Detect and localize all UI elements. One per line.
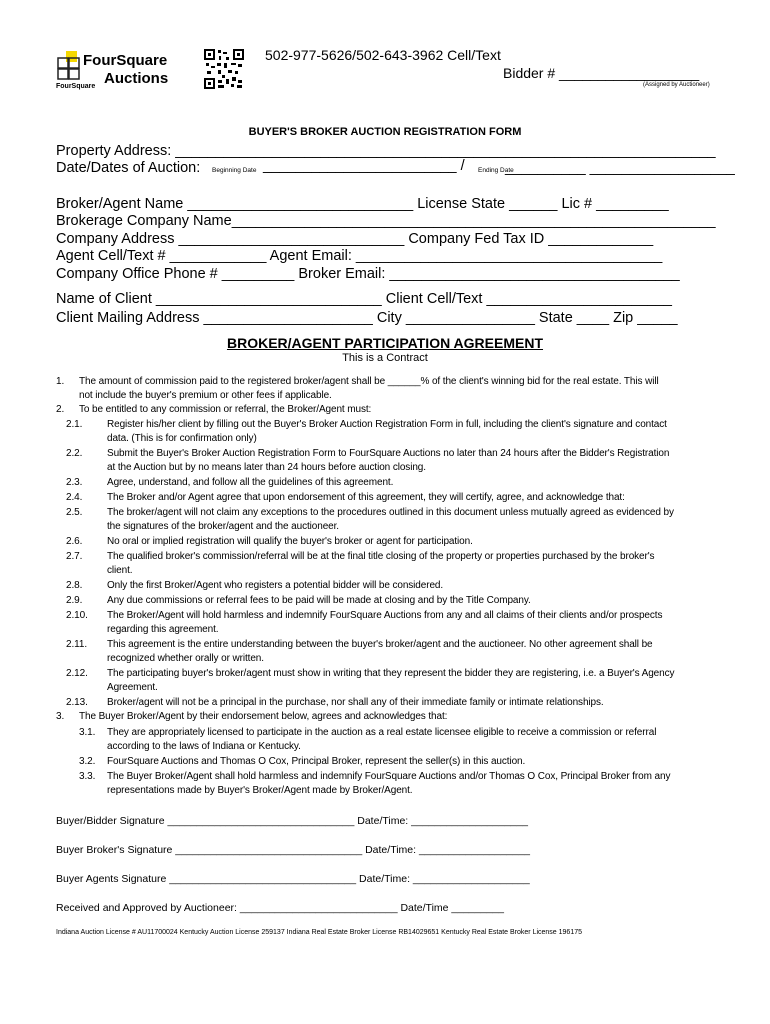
clause-text: The Buyer Broker/Agent by their endorsement below, agrees and acknowledges that: [79,711,448,722]
clause-text: Broker/agent will not be a principal in the purchase, nor shall any of their immediate family or intimate relationships. [107,697,604,708]
clause-text: They are appropriately licensed to participate in the auction as a real estate licensee eligible to receive a commission or referral [107,727,657,738]
clause-text: at the Auction but by no means later than 24 hours before auction closing. [107,462,426,473]
form-title: BUYER'S BROKER AUCTION REGISTRATION FORM [248,126,522,138]
clause-number: 3.3. [79,771,96,782]
ending-date-label: Ending Date [478,167,514,174]
broker-agent-name-field[interactable]: Broker/Agent Name ____________________________ License State ______ Lic # _________ [56,196,669,212]
logo-text-foursquare: FourSquare [83,52,168,69]
clause-text: Register his/her client by filling out the Buyer's Broker Auction Registration Form in full, including the client's signature and contact [107,419,667,430]
buyer-broker-signature-field[interactable]: Buyer Broker's Signature ________________________________ Date/Time: ___________________ [56,844,530,856]
auction-dates-label: Date/Dates of Auction: [56,160,201,176]
clause-text: recognized whether orally or written. [107,653,264,664]
clause-number: 2.10. [66,610,88,621]
clause-text: not include the buyer's premium or other fees if applicable. [79,390,332,401]
clause-number: 2. [56,404,65,415]
auctioneer-approval-field[interactable]: Received and Approved by Auctioneer: ___________________________ Date/Time _________ [56,902,504,914]
clause-text: client. [107,565,133,576]
clause-number: 1. [56,376,65,387]
logo-text-auctions: Auctions [104,70,169,87]
clause-number: 2.12. [66,668,88,679]
clause-text: Submit the Buyer's Broker Auction Registration Form to FourSquare Auctions no later than 24 hours after the Bidder's Registration [107,448,670,459]
property-address-field[interactable]: Property Address: ___________________________________________________________________ [56,143,716,159]
clause-text: regarding this agreement. [107,624,219,635]
company-address-field[interactable]: Company Address ____________________________ Company Fed Tax ID _____________ [56,231,654,247]
clause-text: The Buyer Broker/Agent shall hold harmless and indemnify FourSquare Auctions and/or Thomas O Cox, Principal Broker from any [107,771,671,782]
brokerage-company-field[interactable]: Brokerage Company Name____________________________________________________________ [56,213,716,229]
client-name-field[interactable]: Name of Client ____________________________ Client Cell/Text _______________________ [56,291,672,307]
clause-text: Only the first Broker/Agent who registers a potential bidder will be considered. [107,580,444,591]
foursquare-logo [56,48,186,94]
clause-text: Agreement. [107,682,158,693]
ending-date-field[interactable]: __________ __________________ [505,160,735,176]
clause-number: 2.2. [66,448,83,459]
beginning-date-field[interactable]: ________________________ / [263,158,465,174]
clause-text: The Broker/Agent will hold harmless and indemnify FourSquare Auctions from any and all claims of their clients and/or prospects [107,610,663,621]
clause-text: No oral or implied registration will qualify the buyer's broker or agent for participation. [107,536,473,547]
clause-text: The Broker and/or Agent agree that upon endorsement of this agreement, they will certify, agree, and acknowledge that: [107,492,625,503]
agreement-title: BROKER/AGENT PARTICIPATION AGREEMENT [226,335,544,351]
beginning-date-label: Beginning Date [212,167,257,174]
contract-subtitle: This is a Contract [342,352,428,364]
clause-text: The broker/agent will not claim any exceptions to the procedures outlined in this document unless mutually agreed as evidenced by [107,507,674,518]
clause-text: FourSquare Auctions and Thomas O Cox, Principal Broker, represent the seller(s) in this auction. [107,756,526,767]
clause-number: 2.7. [66,551,83,562]
clause-number: 3.1. [79,727,96,738]
bidder-number-field[interactable]: Bidder # __________________ [503,65,700,81]
clause-number: 3. [56,711,65,722]
clause-text: Agree, understand, and follow all the guidelines of this agreement. [107,477,394,488]
clause-text: according to the laws of Indiana or Kentucky. [107,741,301,752]
clause-text: data. (This is for confirmation only) [107,433,257,444]
clause-text: This agreement is the entire understanding between the buyer's broker/agent and the auctioneer. No other agreement shall be [107,639,653,650]
clause-number: 2.11. [66,639,87,650]
clause-number: 2.8. [66,580,83,591]
clause-text: the signatures of the broker/agent and the auctioneer. [107,521,339,532]
qr-code-icon [204,49,244,89]
license-footer: Indiana Auction License # AU11700024 Kentucky Auction License 259137 Indiana Real Estate Broker License RB14029651 Kentucky Real Estate Broker License 196175 [56,929,583,936]
logo-small-text: FourSquare [56,83,96,90]
clause-text: Any due commissions or referral fees to be paid will be made at closing and by the Title Company. [107,595,531,606]
buyer-agent-signature-field[interactable]: Buyer Agents Signature ________________________________ Date/Time: ____________________ [56,873,530,885]
phone-number: 502-977-5626/502-643-3962 Cell/Text [265,47,501,63]
assigned-note: (Assigned by Auctioneer) [643,82,710,88]
clause-text: The qualified broker's commission/referral will be at the final title closing of the property or properties purchased by the broker's [107,551,655,562]
buyer-bidder-signature-field[interactable]: Buyer/Bidder Signature ________________________________ Date/Time: ____________________ [56,815,528,827]
agent-cell-field[interactable]: Agent Cell/Text # ____________ Agent Email: ______________________________________ [56,248,663,264]
client-mailing-address-field[interactable]: Client Mailing Address _____________________ City ________________ State ____ Zip _____ [56,310,678,326]
clause-number: 2.4. [66,492,83,503]
clause-number: 3.2. [79,756,96,767]
clause-number: 2.1. [66,419,83,430]
clause-number: 2.3. [66,477,83,488]
clause-text: The amount of commission paid to the registered broker/agent shall be ______% of the client's winning bid for the real estate. This will [79,376,659,387]
clause-number: 2.13. [66,697,88,708]
clause-text: The participating buyer's broker/agent must show in writing that they represent the bidder they are registering, i.e. a Buyer's Agency [107,668,675,679]
clause-text: To be entitled to any commission or referral, the Broker/Agent must: [79,404,372,415]
company-office-phone-field[interactable]: Company Office Phone # _________ Broker Email: ____________________________________ [56,266,680,282]
clause-number: 2.6. [66,536,83,547]
clause-number: 2.5. [66,507,83,518]
clause-number: 2.9. [66,595,83,606]
clause-text: representations made by Buyer's Broker/Agent made by Broker/Agent. [107,785,413,796]
